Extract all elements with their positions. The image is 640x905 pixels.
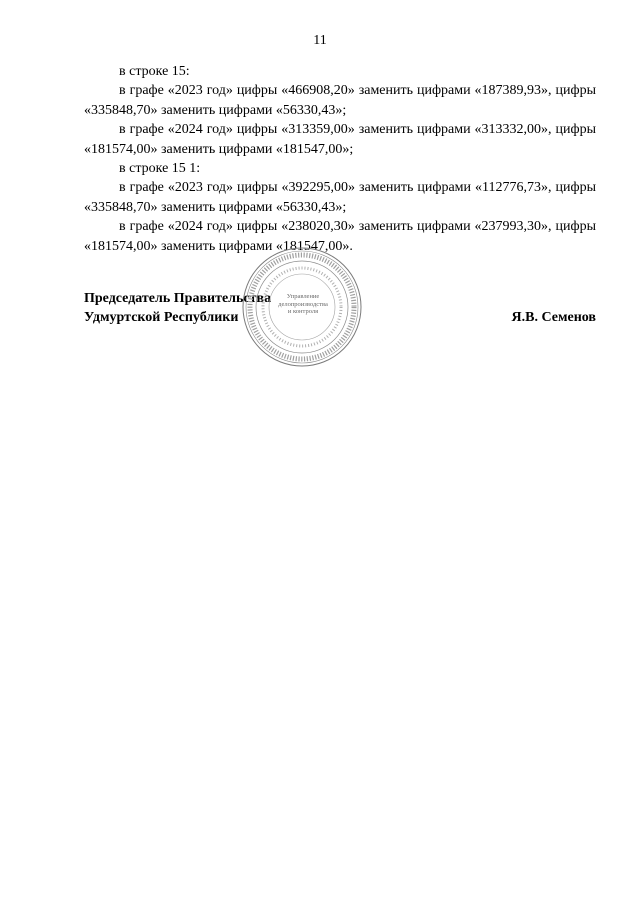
signatory-title [84,289,271,327]
signatory-name: Я.В. Семенов [511,310,596,325]
signatory-title-line-2: Удмуртской Республики [84,310,239,325]
seal-center-line-2: делопроизводства [278,300,328,308]
signatory-title-line-1: Председатель Правительства [84,291,272,306]
paragraph-row-15-2024: в графе «2024 год» цифры «313359,00» заменить цифрами «313332,00», цифры «181574,00» заменить цифрами «181547,00»; [84,122,596,157]
paragraph-row-15-heading: в строке 15: [119,64,190,79]
paragraph-row-15-1-heading: в строке 15 1: [119,161,201,177]
paragraph-row-15-2023: в графе «2023 год» цифры «466908,20» заменить цифрами «187389,93», цифры «335848,70» заменить цифрами «56330,43»; [84,83,596,118]
page-number: 11 [313,33,327,48]
paragraph-row-15-1-2024: в графе «2024 год» цифры «238020,30» заменить цифрами «237993,30», цифры «181574,00» заменить цифрами «181547,00». [84,219,596,254]
document-body [84,62,596,256]
seal-center-line-3: и контроля [287,308,319,315]
signature-block [84,289,596,349]
paragraph-row-15-1-2023: в графе «2023 год» цифры «392295,00» заменить цифрами «112776,73», цифры «335848,70» заменить цифрами «56330,43»; [84,180,596,215]
seal-center-line-1: Управление [286,293,320,300]
